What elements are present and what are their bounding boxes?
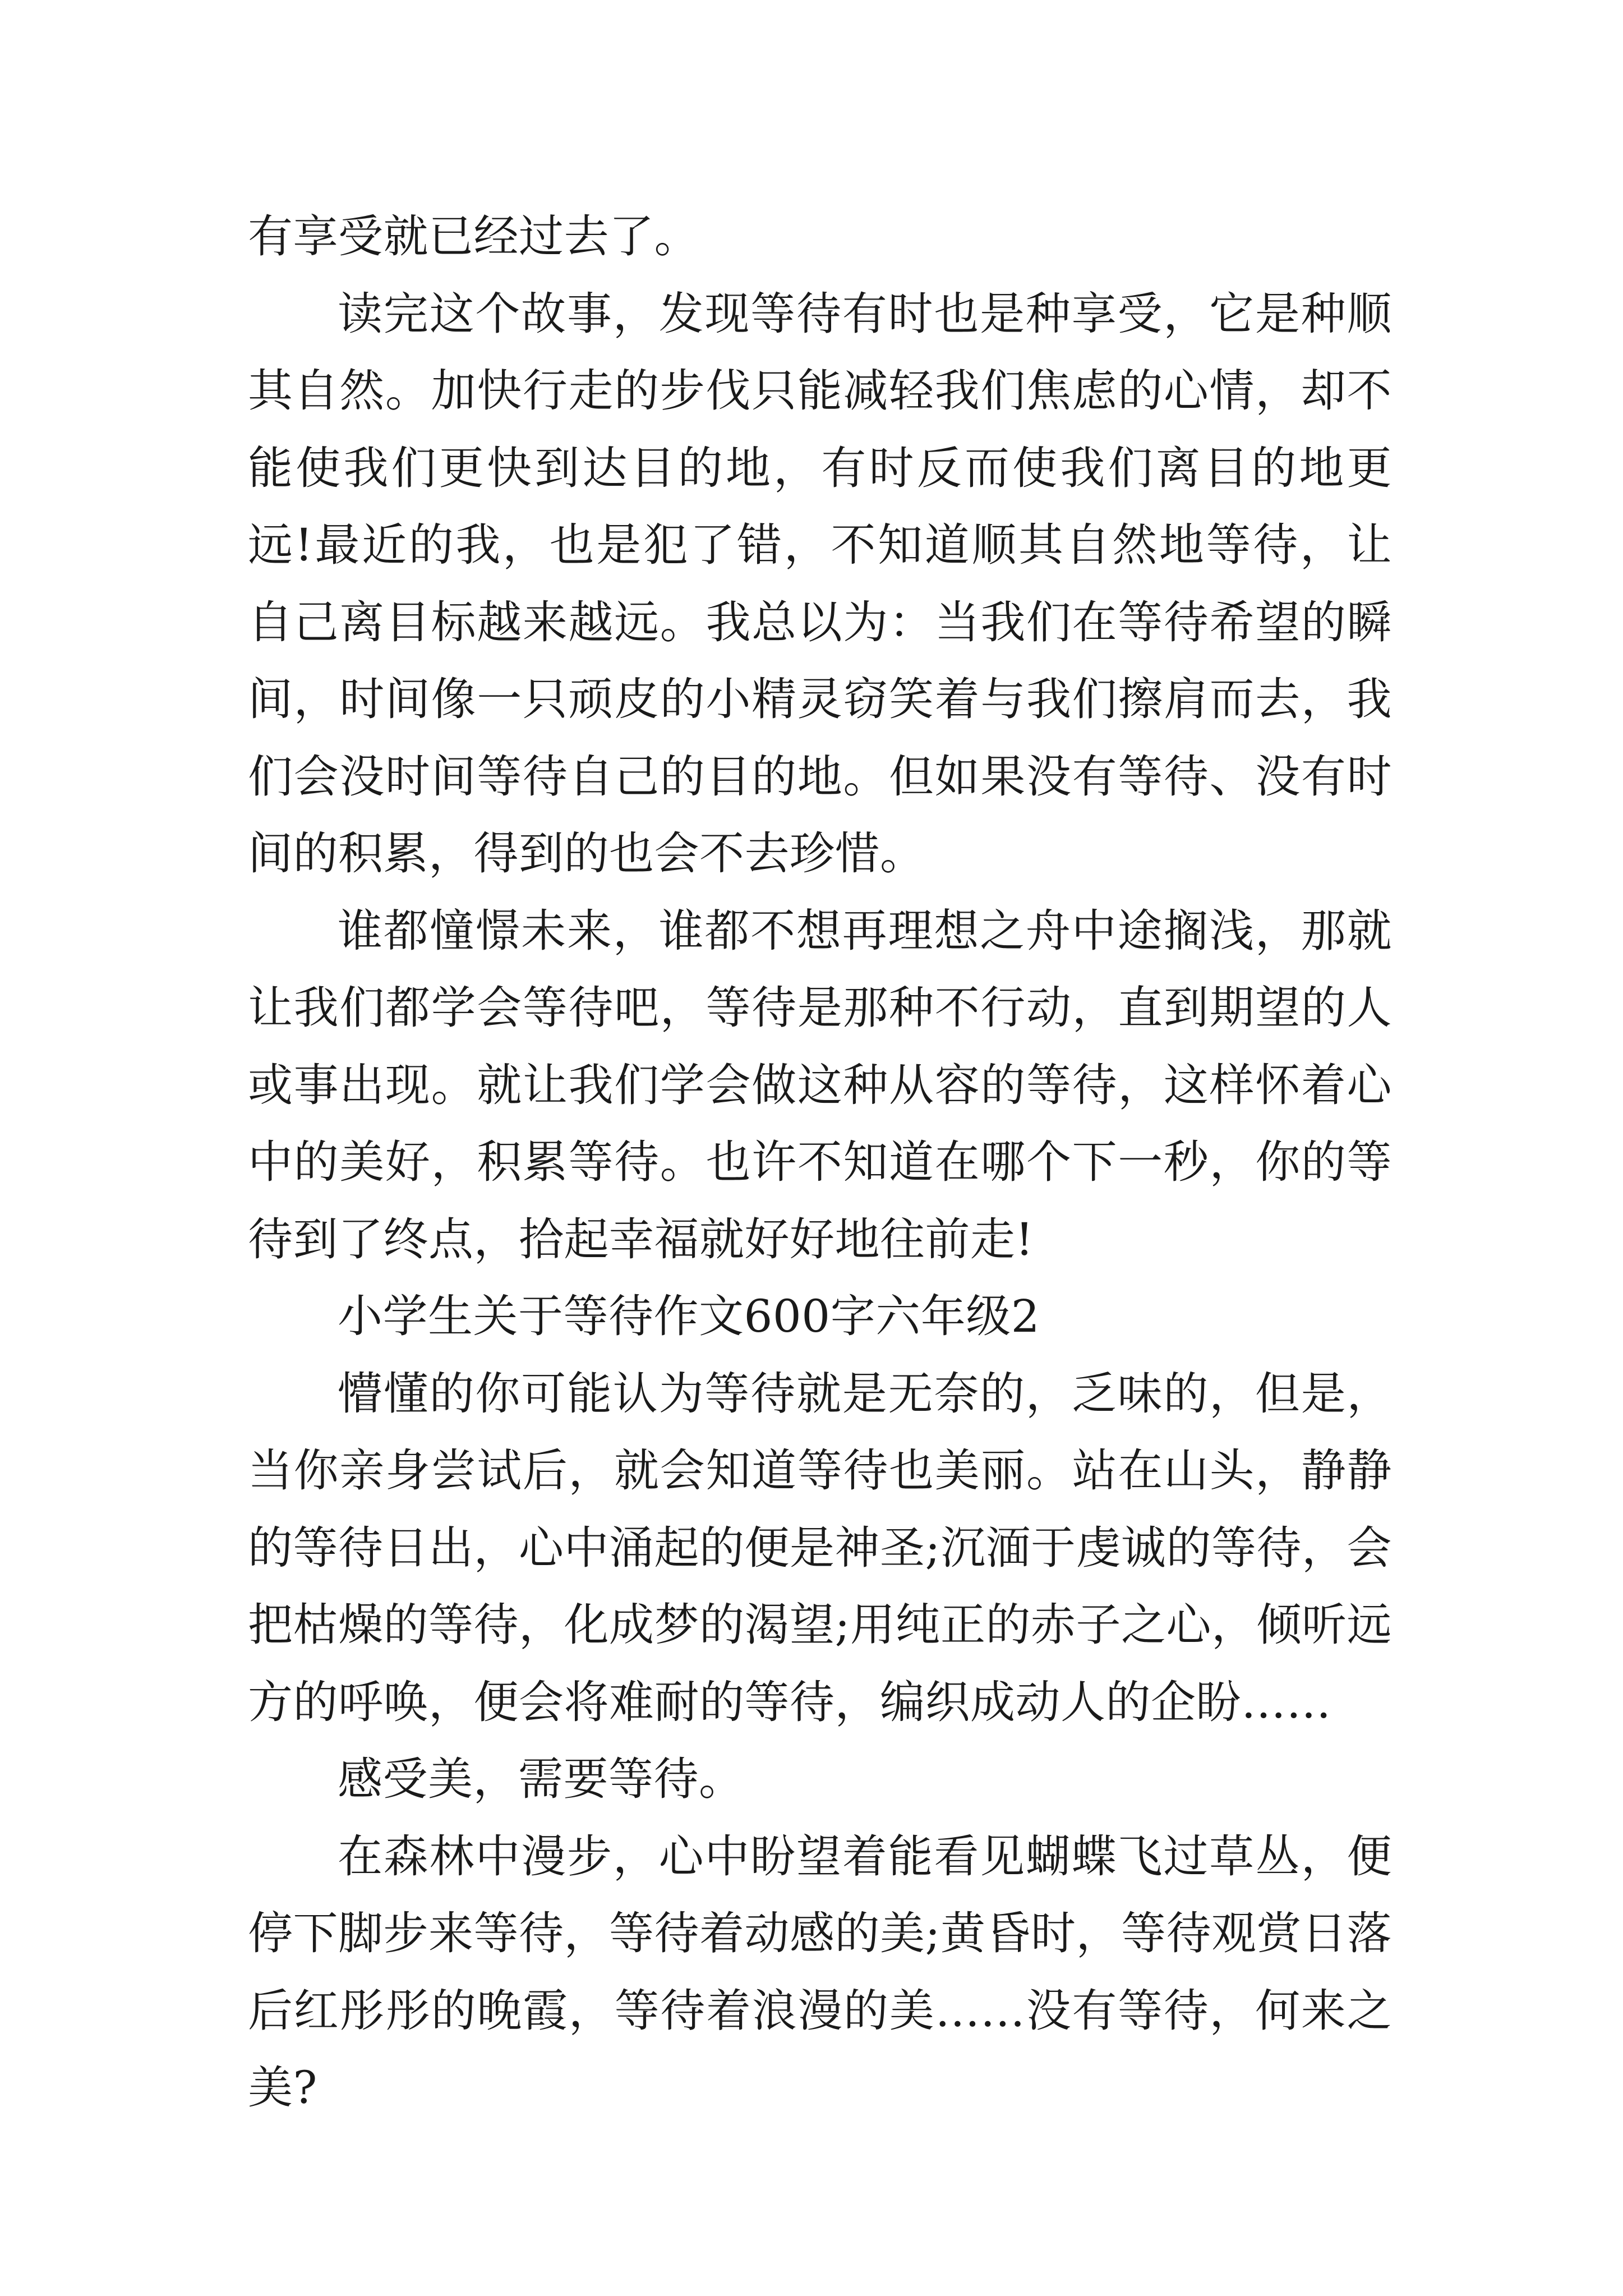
paragraph-forest-walk: 在森林中漫步，心中盼望着能看见蝴蝶飞过草丛，便停下脚步来等待，等待着动感的美;黄昏时，等待观赏日落后红彤彤的晚霞，等待着浪漫的美……没有等待，何来之美? [248,1830,1392,2114]
document-body [248,198,1392,2127]
paragraph-learn-to-wait: 谁都憧憬未来，谁都不想再理想之舟中途搁浅，那就让我们都学会等待吧，等待是那种不行动，直到期望的人或事出现。就让我们学会做这种从容的等待，这样怀着心中的美好，积累等待。也许不知道在哪个下一秒，你的等待到了终点，拾起幸福就好好地往前走! [248,904,1392,1266]
paragraph-reflection: 读完这个故事，发现等待有时也是种享受，它是种顺其自然。加快行走的步伐只能减轻我们焦虑的心情，却不能使我们更快到达目的地，有时反而使我们离目的地更远!最近的我，也是犯了错，不知道顺其自然地等待，让自己离目标越来越远。我总以为：当我们在等待希望的瞬间，时间像一只顽皮的小精灵窃笑着与我们擦肩而去，我们会没时间等待自己的目的地。但如果没有等待、没有时间的积累，得到的也会不去珍惜。 [248,287,1392,880]
paragraph-beauty-of-waiting: 懵懂的你可能认为等待就是无奈的，乏味的，但是，当你亲身尝试后，就会知道等待也美丽。站在山头，静静的等待日出，心中涌起的便是神圣;沉湎于虔诚的等待，会把枯燥的等待，化成梦的渴望;用纯正的赤子之心，倾听远方的呼唤，便会将难耐的等待，编织成动人的企盼…… [248,1367,1392,1728]
paragraph-feel-beauty: 感受美，需要等待。 [338,1753,744,1805]
section-heading: 小学生关于等待作文600字六年级2 [338,1290,1040,1342]
paragraph-continuation: 有享受就已经过去了。 [248,210,699,263]
